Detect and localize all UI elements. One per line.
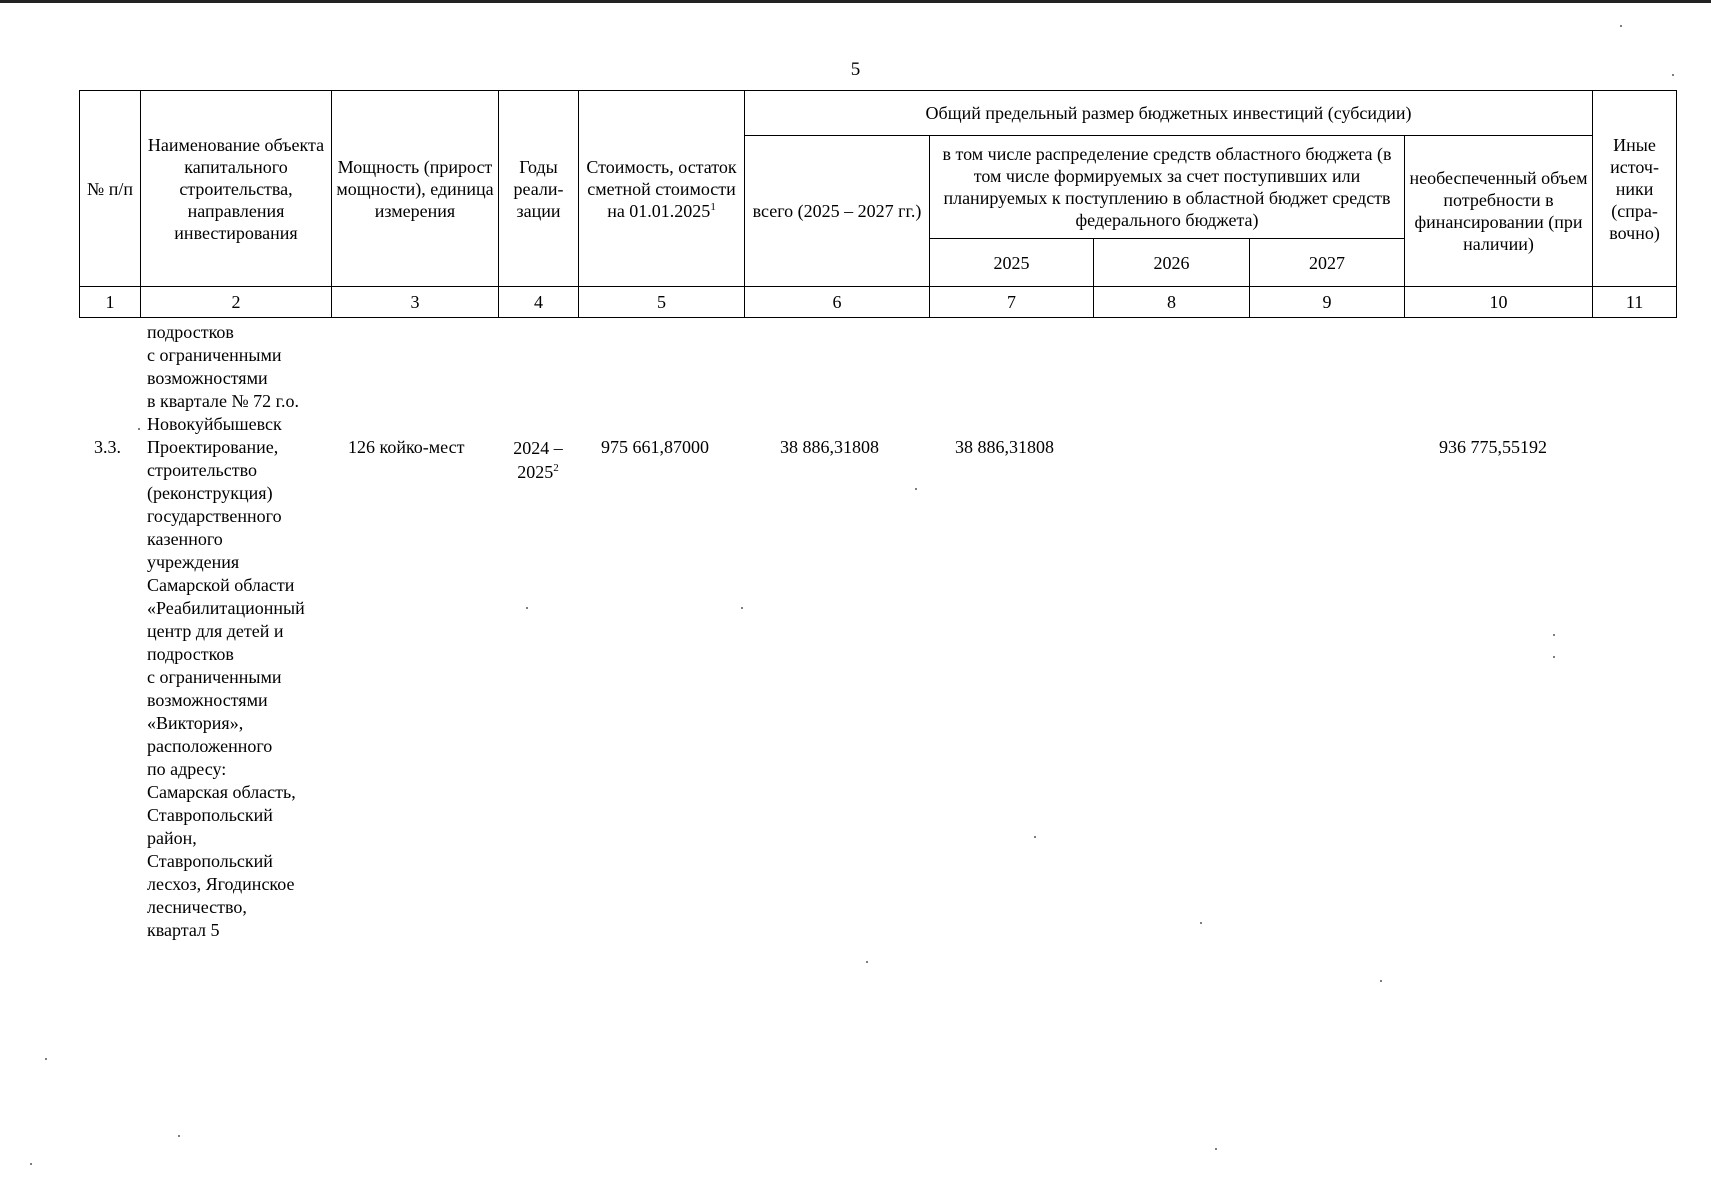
object-name-line: лесхоз, Ягодинское (147, 874, 295, 894)
scan-speck (915, 488, 917, 490)
object-name-line: Новокуйбышевск (147, 414, 282, 434)
scan-speck (1034, 836, 1036, 838)
object-name-line: Ставропольский (147, 851, 273, 871)
object-name-line: учреждения (147, 552, 240, 572)
column-number-5: 5 (579, 287, 745, 318)
header-col-name: Наименование объекта капитального строительства, направления инвестирования (141, 91, 332, 287)
column-number-11: 11 (1593, 287, 1677, 318)
header-col-power: Мощность (прирост мощности), единица измерения (332, 91, 499, 287)
object-name-line: Проектирование, (147, 437, 279, 457)
unfunded-value: 936 775,55192 (1439, 437, 1547, 457)
column-number-7: 7 (930, 287, 1094, 318)
header-col-total: всего (2025 – 2027 гг.) (745, 136, 930, 287)
object-name-line: (реконструкция) (147, 483, 273, 503)
object-name-cell (147, 321, 337, 942)
object-name-line: с ограниченными (147, 667, 282, 687)
column-number-1: 1 (80, 287, 141, 318)
object-name-line: Ставропольский (147, 805, 273, 825)
object-name-line: с ограниченными (147, 345, 282, 365)
header-col-unfunded: необеспеченный объем потребности в финансировании (при наличии) (1405, 136, 1593, 287)
scan-speck (866, 961, 868, 963)
object-name-line: подростков (147, 322, 234, 342)
object-name-line: район, (147, 828, 197, 848)
header-year-2027: 2027 (1250, 239, 1405, 287)
header-group-budget-investments: Общий предельный размер бюджетных инвестиций (субсидии) (745, 91, 1593, 136)
header-col-years: Годы реали-зации (499, 91, 579, 287)
column-number-10: 10 (1405, 287, 1593, 318)
header-subgroup-regional-budget: в том числе распределение средств областного бюджета (в том числе формируемых за счет поступивших или планируемых к поступлению в областной бюджет средств федерального бюджета) (930, 136, 1405, 239)
header-year-2025: 2025 (930, 239, 1094, 287)
total-value: 38 886,31808 (780, 437, 879, 457)
scan-speck (526, 607, 528, 609)
object-name-line: возможностями (147, 690, 268, 710)
object-name-line: казенного (147, 529, 223, 549)
column-number-3: 3 (332, 287, 499, 318)
object-name-line: по адресу: (147, 759, 227, 779)
scan-speck (178, 1135, 180, 1137)
scan-speck (741, 607, 743, 609)
page-number: 5 (850, 59, 861, 80)
years-end: 2025 (517, 462, 554, 482)
cost-value: 975 661,87000 (601, 437, 709, 457)
object-name-line: подростков (147, 644, 234, 664)
footnote-ref-2: 2 (553, 462, 559, 474)
column-number-9: 9 (1250, 287, 1405, 318)
scan-speck (1215, 1148, 1217, 1150)
scan-speck (138, 428, 140, 430)
years-start: 2024 – (513, 438, 563, 458)
column-number-2: 2 (141, 287, 332, 318)
row-number: 3.3. (94, 437, 121, 457)
scan-speck (1380, 980, 1382, 982)
object-name-line: в квартале № 72 г.о. (147, 391, 299, 411)
header-col-number: № п/п (80, 91, 141, 287)
power-value: 126 койко-мест (348, 437, 465, 457)
scan-speck (1200, 922, 1202, 924)
years-end-wrap (508, 460, 568, 484)
column-number-8: 8 (1094, 287, 1250, 318)
header-col-other-sources: Иные источ-ники (спра-вочно) (1593, 91, 1677, 287)
object-name-line: «Виктория», (147, 713, 244, 733)
footnote-ref-1: 1 (710, 200, 716, 213)
object-name-line: Самарской области (147, 575, 295, 595)
year-2025-value: 38 886,31808 (955, 437, 1054, 457)
object-name-line: квартал 5 (147, 920, 220, 940)
scan-speck (1672, 74, 1674, 76)
object-name-line: Самарская область, (147, 782, 296, 802)
column-number-4: 4 (499, 287, 579, 318)
object-name-line: центр для детей и (147, 621, 284, 641)
object-name-line: «Реабилитационный (147, 598, 305, 618)
header-col-cost-text: Стоимость, остаток сметной стоимости на 01.01.2025 (586, 156, 737, 221)
scan-speck (1620, 25, 1622, 27)
scan-speck (1553, 656, 1555, 658)
scan-speck (45, 1058, 47, 1060)
scan-speck (1553, 634, 1555, 636)
object-name-line: строительство (147, 460, 257, 480)
object-name-line: лесничество, (147, 897, 247, 917)
object-name-line: государственного (147, 506, 282, 526)
object-name-line: возможностями (147, 368, 268, 388)
implementation-years (508, 436, 568, 484)
header-year-2026: 2026 (1094, 239, 1250, 287)
column-number-6: 6 (745, 287, 930, 318)
object-name-line: расположенного (147, 736, 273, 756)
scan-speck (30, 1163, 32, 1165)
